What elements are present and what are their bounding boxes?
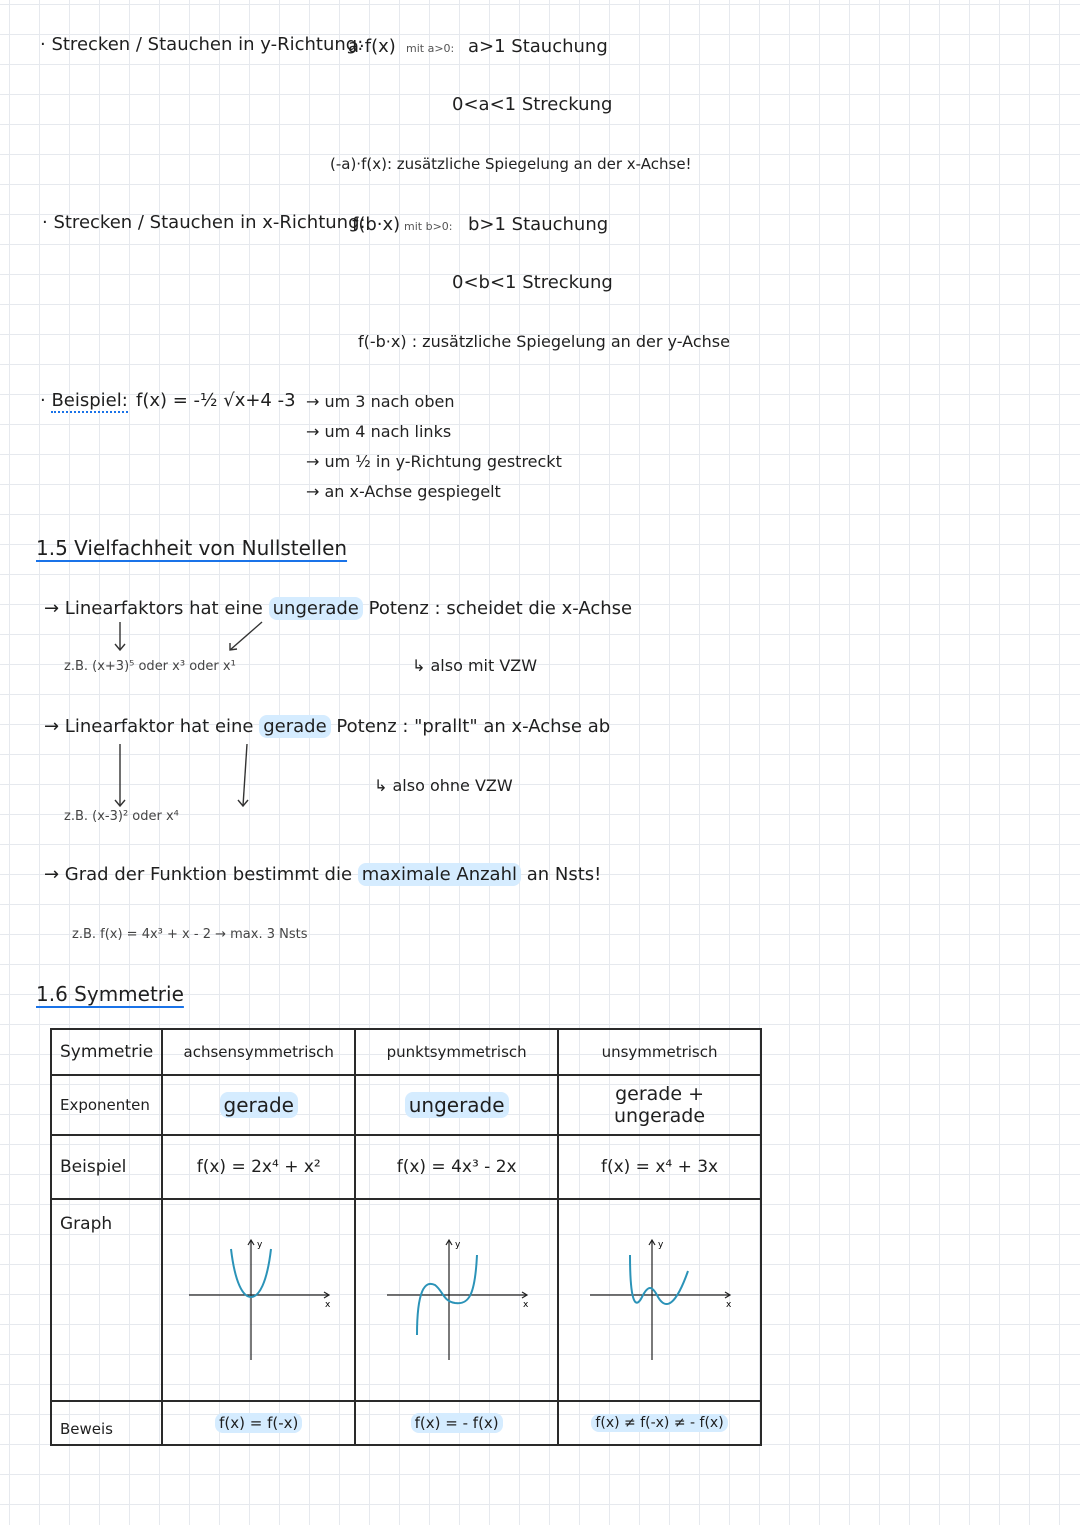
- graph-point-symmetric: [377, 1235, 537, 1365]
- svg-text:y: y: [454, 1240, 460, 1250]
- stretch-y-formula: a·f(x): [348, 36, 396, 57]
- svg-text:x: x: [725, 1300, 731, 1310]
- stretch-y-mirror: (-a)·f(x): zusätzliche Spiegelung an der x-Achse!: [330, 155, 692, 173]
- svg-text:y: y: [657, 1240, 663, 1250]
- row-label-symmetry: Symmetrie: [51, 1029, 162, 1075]
- example-step-2: → um 4 nach links: [306, 422, 452, 441]
- proof-point: f(x) = - f(x): [355, 1401, 558, 1445]
- row-label-proof: Beweis: [51, 1401, 162, 1445]
- col-name-none: unsymmetrisch: [558, 1029, 761, 1075]
- example-axis: f(x) = 2x⁴ + x²: [162, 1135, 355, 1199]
- row-label-example: Beispiel: [51, 1135, 162, 1199]
- exp-none: gerade + ungerade: [558, 1075, 761, 1135]
- section-15-heading: 1.5 Vielfachheit von Nullstellen: [36, 536, 348, 560]
- section-16-heading: 1.6 Symmetrie: [36, 982, 184, 1006]
- example-step-3: → um ½ in y-Richtung gestreckt: [306, 452, 562, 471]
- odd-example: z.B. (x+3)⁵ oder x³ oder x¹: [64, 659, 236, 674]
- degree-example: z.B. f(x) = 4x³ + x - 2 → max. 3 Nsts: [72, 927, 308, 942]
- svg-text:y: y: [256, 1240, 263, 1250]
- table-row: [51, 1135, 761, 1199]
- stretch-x-case1: b>1 Stauchung: [468, 214, 609, 235]
- graph-axis: [162, 1199, 355, 1401]
- table-row: [51, 1401, 761, 1445]
- even-power-line: → Linearfaktor hat eine gerade Potenz : "prallt" an x-Achse ab: [44, 716, 611, 737]
- table-row: [51, 1029, 761, 1075]
- col-name-axis: achsensymmetrisch: [162, 1029, 355, 1075]
- col-name-point: punktsymmetrisch: [355, 1029, 558, 1075]
- table-row: [51, 1199, 761, 1401]
- graph-point: [355, 1199, 558, 1401]
- example-formula: f(x) = -½ √x+4 -3: [136, 390, 296, 411]
- stretch-y-case1: a>1 Stauchung: [468, 36, 608, 57]
- symmetry-table: [50, 1028, 762, 1446]
- row-label-exponents: Exponenten: [51, 1075, 162, 1135]
- proof-axis: f(x) = f(-x): [162, 1401, 355, 1445]
- stretch-x-formula: f(b·x): [352, 214, 401, 235]
- graph-axis-symmetric: [179, 1235, 339, 1365]
- example-step-1: → um 3 nach oben: [306, 392, 455, 411]
- odd-note: ↳ also mit VZW: [412, 656, 538, 675]
- example-none: f(x) = x⁴ + 3x: [558, 1135, 761, 1199]
- stretch-y-cond: mit a>0:: [406, 42, 455, 55]
- proof-none: f(x) ≠ f(-x) ≠ - f(x): [558, 1401, 761, 1445]
- even-highlight: gerade: [259, 715, 330, 738]
- odd-highlight: ungerade: [269, 597, 363, 620]
- table-row: [51, 1075, 761, 1135]
- graph-unsymmetric: [580, 1235, 740, 1365]
- exp-point: ungerade: [355, 1075, 558, 1135]
- degree-highlight: maximale Anzahl: [358, 863, 521, 886]
- stretch-y-title: · Strecken / Stauchen in y-Richtung:: [40, 34, 364, 55]
- stretch-y-case2: 0<a<1 Streckung: [452, 94, 613, 115]
- even-note: ↳ also ohne VZW: [374, 776, 513, 795]
- svg-text:x: x: [522, 1300, 528, 1310]
- stretch-x-mirror: f(-b·x) : zusätzliche Spiegelung an der y-Achse: [358, 332, 730, 351]
- exp-axis: gerade: [162, 1075, 355, 1135]
- even-example: z.B. (x-3)² oder x⁴: [64, 809, 179, 824]
- example-point: f(x) = 4x³ - 2x: [355, 1135, 558, 1199]
- stretch-x-cond: mit b>0:: [404, 220, 453, 233]
- svg-text:x: x: [324, 1300, 331, 1310]
- row-label-graph: Graph: [51, 1199, 162, 1401]
- stretch-x-title: · Strecken / Stauchen in x-Richtung:: [42, 212, 366, 233]
- example-step-4: → an x-Achse gespiegelt: [306, 482, 501, 501]
- degree-line: → Grad der Funktion bestimmt die maximale Anzahl an Nsts!: [44, 864, 602, 885]
- odd-power-line: → Linearfaktors hat eine ungerade Potenz : scheidet die x-Achse: [44, 598, 633, 619]
- graph-none: [558, 1199, 761, 1401]
- stretch-x-case2: 0<b<1 Streckung: [452, 272, 613, 293]
- example-label: · Beispiel:: [40, 390, 128, 411]
